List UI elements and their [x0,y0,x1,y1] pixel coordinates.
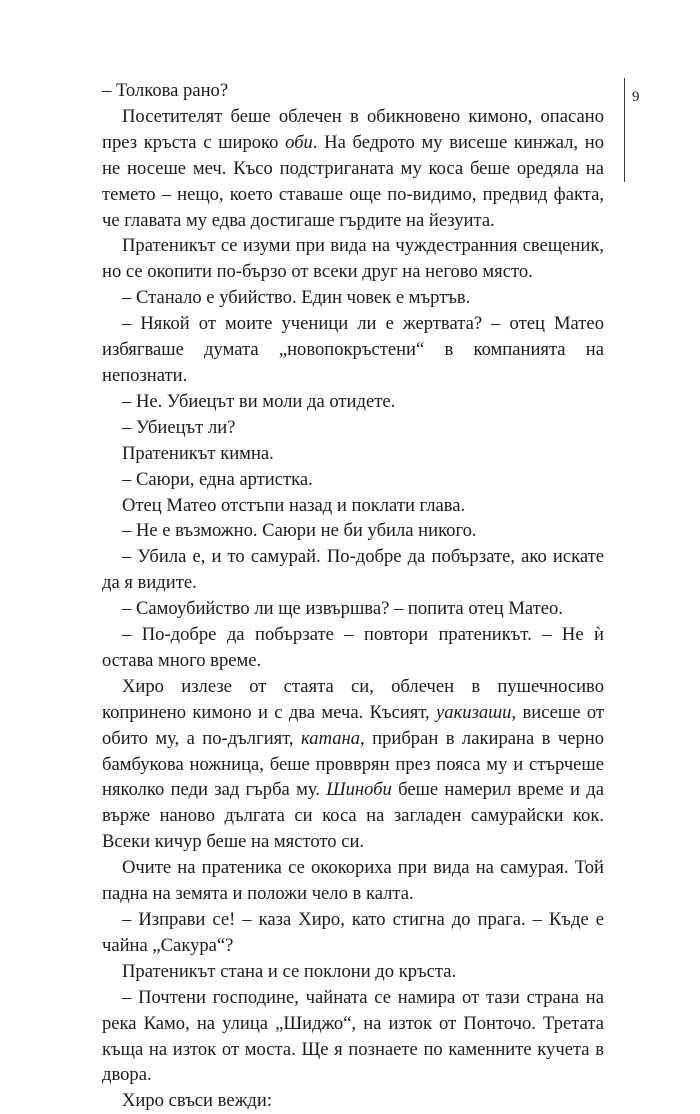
paragraph: Отец Матео отстъпи назад и поклати глава. [122,494,466,516]
body-text [102,78,604,1114]
paragraph: – По-добре да побързате – повтори пратеникът. – Не ѝ остава много време. [102,624,604,671]
paragraph: – Убиецът ли? [122,416,236,438]
paragraph: – Почтени господине, чайната се намира от тази страна на река Камо, на улица „Шиджо“, на изток от Понточо. Третата къща на изток от моста. Ще я познаете по каменните кучета в двора. [102,986,604,1086]
paragraph: – Не. Убиецът ви моли да отидете. [122,390,396,412]
paragraph: – Толкова рано? [102,80,229,101]
paragraph: Пратеникът кимна. [122,442,274,464]
paragraph: Посетителят беше облечен в обикновено кимоно, опасано през кръста с широко оби. На бедрото му висеше кинжал, но не носеше меч. Късо подстриганата му коса беше оредяла на темето – нещо, което ставаше още по-видимо, предвид факта, че главата му едва достигаше гърдите на йезуита. [102,105,604,231]
paragraph: – Не е възможно. Саюри не би убила никого. [122,520,477,542]
paragraph: – Самоубийство ли ще извършва? – попита отец Матео. [122,598,563,620]
paragraph: Хиро излезе от стаята си, облечен в пушечносиво копринено кимоно и с два меча. Късият, уакизаши, висеше от обито му, а по-дългият, катана, прибран в лакирана в черно бамбукова ножница, беше провврян през пояса му и стърчеше няколко педи зад гърба му. Шиноби беше намерил време и да върже наново дългата си коса на загладен самурайски кок. Всеки кичур беше на мястото си. [102,675,605,853]
page-number: 9 [632,89,640,105]
margin-rule [624,78,625,182]
paragraph: Хиро свъси вежди: [122,1090,273,1112]
paragraph: – Убила е, и то самурай. По-добре да побързате, ако искате да я видите. [102,546,604,594]
paragraph: – Станало е убийство. Един човек е мъртъв. [122,287,471,309]
paragraph: Очите на пратеника се ококориха при вида на самурая. Той падна на земята и положи чело в калта. [102,857,604,905]
paragraph: Пратеникът се изуми при вида на чуждестранния свещеник, но се окопити по-бързо от всеки друг на негово място. [102,235,604,283]
paragraph: Пратеникът стана и се поклони до кръста. [122,960,457,982]
paragraph: – Саюри, една артистка. [122,468,313,490]
paragraph: – Някой от моите ученици ли е жертвата? – отец Матео избягваше думата „новопокръстени“ в компанията на непознати. [102,313,604,386]
paragraph: – Изправи се! – каза Хиро, като стигна до прага. – Къде е чайна „Сакура“? [102,909,604,956]
